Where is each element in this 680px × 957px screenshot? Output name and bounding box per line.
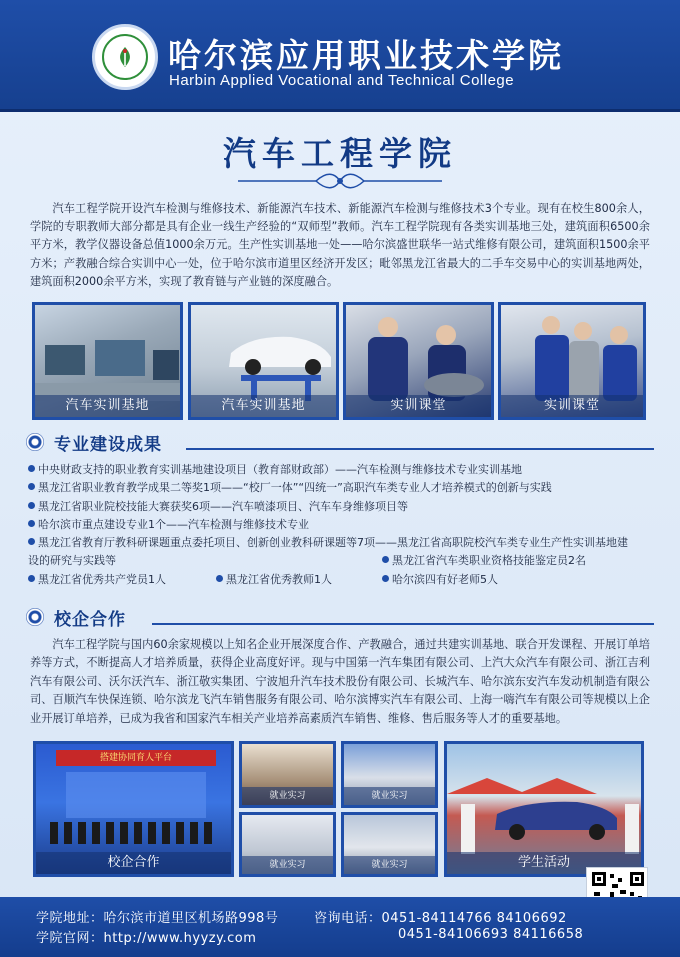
- page-title: 汽车工程学院: [223, 134, 457, 173]
- footer-contact: [0, 897, 680, 957]
- bullet-icon: [28, 538, 35, 545]
- photo-internship-1: [239, 741, 336, 808]
- phone-label: 咨询电话：: [314, 911, 382, 926]
- achievements-list: [28, 461, 658, 589]
- section-title: 校企合作: [54, 610, 126, 630]
- list-item: 哈尔滨四有好老师5人: [382, 571, 498, 589]
- phone-line-2: [398, 927, 583, 942]
- section-bullet-icon: [26, 608, 44, 626]
- title-ornament-icon: [238, 170, 442, 192]
- photo-caption: 实训课堂: [346, 395, 491, 417]
- photo-caption: 汽车实训基地: [35, 395, 180, 417]
- photo-training-class-2: [498, 302, 646, 420]
- section-bullet-icon: [26, 433, 44, 451]
- website-line: [36, 927, 256, 946]
- list-item: 设的研究与实践等 黑龙江省汽车类职业资格技能鉴定员2名: [28, 552, 658, 570]
- section-divider: [186, 448, 654, 450]
- cooperation-paragraph: 汽车工程学院与国内60余家规模以上知名企业开展深度合作、产教融合，通过共建实训基地、联合开发课程、开展订单培养等方式，不断提高人才培养质量，获得企业高度好评。现与中国第一汽车集团有限公司、上汽大众汽车有限公司、浙江吉利汽车有限公司、沃尔沃汽车、浙江敬实集团、宁波旭升汽车技术股份有限公司、长城汽车、哈尔滨东安汽车发动机制造有限公司、百顺汽车快保连锁、哈尔滨龙飞汽车销售服务有限公司、哈尔滨博实汽车有限公司、上海一嗨汽车有限公司等规模以上企业开展订单培养，已成为我省和国家汽车相关产业培养高素质汽车销售、维修、售后服务等人才的重要基地。: [30, 638, 650, 725]
- photo-internship-3: [239, 812, 336, 877]
- photo-caption: 校企合作: [36, 852, 231, 874]
- bullet-icon: [382, 556, 389, 563]
- photo-student-activity: [444, 741, 644, 877]
- photo-internship-2: [341, 741, 438, 808]
- phone-value-1: 0451-84114766 84106692: [381, 911, 567, 926]
- photo-caption: 学生活动: [447, 852, 641, 874]
- address-line: [36, 907, 278, 926]
- bullet-icon: [216, 575, 223, 582]
- college-name-en: Harbin Applied Vocational and Technical College: [169, 72, 515, 89]
- header-banner: [0, 0, 680, 112]
- list-item: 哈尔滨市重点建设专业1个——汽车检测与维修技术专业: [28, 516, 658, 534]
- list-item: 黑龙江省职业院校技能大赛获奖6项——汽车喷漆项目、汽车车身维修项目等: [28, 498, 658, 516]
- photo-caption: 就业实习: [344, 856, 435, 874]
- section-divider: [152, 623, 654, 625]
- photo-caption: 实训课堂: [501, 395, 643, 417]
- logo-emblem-icon: [112, 44, 138, 70]
- photo-school-enterprise: [33, 741, 234, 877]
- bullet-icon: [28, 465, 35, 472]
- address-label: 学院地址：: [36, 911, 104, 926]
- list-item: 中央财政支持的职业教育实训基地建设项目（教育部财政部）——汽车检测与维修技术专业实训基地: [28, 461, 658, 479]
- photo-caption: 汽车实训基地: [191, 395, 336, 417]
- bullet-icon: [28, 575, 35, 582]
- event-banner: 搭建协同育人平台: [56, 750, 216, 766]
- section-header-cooperation: [26, 605, 654, 629]
- college-name-cn: 哈尔滨应用职业技术学院: [168, 36, 564, 75]
- section-header-achievements: [26, 430, 654, 454]
- photo-caption: 就业实习: [344, 787, 435, 805]
- list-item: 黑龙江省职业教育教学成果二等奖1项——“校厂一体”“四统一”高职汽车类专业人才培养模式的创新与实践: [28, 479, 658, 497]
- list-item: 黑龙江省汽车类职业资格技能鉴定员2名: [382, 552, 586, 570]
- list-item: 黑龙江省优秀共产党员1人 黑龙江省优秀教师1人 哈尔滨四有好老师5人: [28, 571, 658, 589]
- bullet-icon: [382, 575, 389, 582]
- photo-training-class-1: [343, 302, 494, 420]
- address-value: 哈尔滨市道里区机场路998号: [103, 911, 279, 926]
- website-link[interactable]: http://www.hyyzy.com: [103, 931, 257, 946]
- bullet-icon: [28, 520, 35, 527]
- list-item: 黑龙江省教育厅教科研课题重点委托项目、创新创业教科研课题等7项——黑龙江省高职院校汽车类专业生产性实训基地建: [28, 534, 658, 552]
- list-item: 黑龙江省优秀教师1人: [216, 571, 332, 589]
- photo-training-base-2: [188, 302, 339, 420]
- phone-line-1: [314, 907, 567, 926]
- bullet-icon: [28, 483, 35, 490]
- photo-training-base-1: [32, 302, 183, 420]
- photo-caption: 就业实习: [242, 856, 333, 874]
- intro-paragraph: 汽车工程学院开设汽车检测与维修技术、新能源汽车技术、新能源汽车检测与维修技术3个专业。现有在校生800余人，学院的专职教师大部分都是具有企业一线生产经验的“双师型”教师。汽车工程学院现有各类实训基地三处，建筑面积6500余平方米，教学仪器设备总值1000余万元。生产性实训基地一处——哈尔滨盛世联华一站式维修有限公司，建筑面积1500余平方米；产教融合综合实训中心一处，位于哈尔滨市道里区经济开发区；毗邻黑龙江省最大的二手车交易中心的实训基地两处，建筑面积2000余平方米，实现了教育链与产业链的深度融合。: [30, 202, 650, 288]
- college-logo: [92, 24, 158, 90]
- photo-internship-4: [341, 812, 438, 877]
- website-label: 学院官网：: [36, 931, 104, 946]
- bullet-icon: [28, 502, 35, 509]
- phone-value-2: 0451-84106693 84116658: [398, 927, 584, 942]
- photo-caption: 就业实习: [242, 787, 333, 805]
- section-title: 专业建设成果: [54, 435, 162, 455]
